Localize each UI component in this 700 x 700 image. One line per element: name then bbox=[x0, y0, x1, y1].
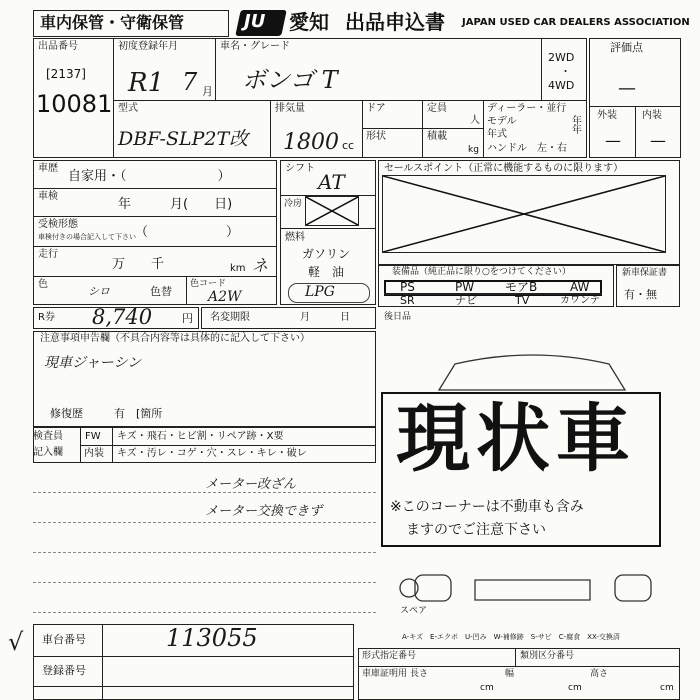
dealer-line1: ディーラー・並行 bbox=[487, 103, 567, 114]
lot-number: 10081 bbox=[36, 90, 113, 118]
plate-label: 登録番号 bbox=[42, 664, 86, 677]
equip-ps: PS bbox=[400, 280, 415, 294]
int-text: キズ・汚レ・コゲ・穴・スレ・キレ・破レ bbox=[117, 448, 307, 459]
inspector-label-1: 検査員 bbox=[33, 431, 63, 442]
exterior-label: 外装 bbox=[597, 110, 617, 121]
color-code: A2W bbox=[208, 289, 242, 305]
history-label: 車歴 bbox=[38, 163, 58, 174]
dealer-model-unit: 年 bbox=[572, 116, 582, 127]
stamp-note-1: ※このコーナーは不動車も含み bbox=[390, 499, 584, 515]
fw-text: キズ・飛石・ヒビ割・リペア跡・X要 bbox=[117, 431, 284, 442]
interior-label: 内装 bbox=[642, 110, 662, 121]
warranty-label: 新車保証書 bbox=[622, 268, 668, 278]
shift-value: AT bbox=[318, 170, 345, 194]
form-value: （ ） bbox=[135, 225, 240, 240]
color-change-label: 色替 bbox=[150, 285, 172, 298]
load-unit: kg bbox=[468, 145, 479, 155]
lot-code: [2137] bbox=[46, 67, 86, 81]
displacement-unit: cc bbox=[342, 139, 355, 152]
door-label: ドア bbox=[366, 103, 386, 114]
int-label: 内装 bbox=[84, 448, 104, 459]
fuel-lpg: LPG bbox=[305, 284, 335, 300]
model-label: 車名・グレード bbox=[220, 41, 290, 52]
displacement-value: 1800 bbox=[283, 130, 339, 155]
dealer-year-unit: 年 bbox=[572, 125, 582, 136]
load-label: 積載 bbox=[427, 131, 447, 142]
handle-label: ハンドル 左・右 bbox=[487, 143, 567, 154]
stamp-note-2: ますのでご注意下さい bbox=[406, 522, 546, 538]
notes-entry: 現車ジャーシン bbox=[44, 355, 142, 371]
form-title: 出品申込書 bbox=[345, 10, 445, 34]
repair-value: 有 [箇所 bbox=[114, 407, 163, 420]
displacement-label: 排気量 bbox=[275, 103, 305, 114]
selling-points-crossed bbox=[382, 175, 666, 253]
interior-value: — bbox=[650, 131, 666, 150]
ac-crossed-box bbox=[305, 196, 359, 226]
inspector-label-2: 記入欄 bbox=[33, 447, 63, 458]
rating-label: 評価点 bbox=[610, 41, 643, 54]
equip-camera: カワンテ bbox=[560, 295, 600, 306]
model-name: ボンゴ T bbox=[242, 66, 338, 94]
cert-width: 幅 bbox=[505, 669, 515, 679]
recycle-fee-label: R券 bbox=[38, 312, 55, 323]
repair-label: 修復歴 bbox=[50, 407, 83, 420]
fuel-diesel: 軽 油 bbox=[308, 265, 345, 279]
dealer-model: モデル bbox=[487, 116, 517, 127]
color-value: シロ bbox=[88, 285, 110, 298]
equip-pw: PW bbox=[455, 280, 475, 294]
equip-navi: ナビ bbox=[455, 294, 477, 307]
form-note: 車検付きの場合記入して下さい bbox=[38, 233, 136, 241]
handwritten-line-2: メーター交換できず bbox=[205, 504, 323, 519]
registration-month: 7 bbox=[182, 68, 198, 96]
inspection-label: 車検 bbox=[38, 191, 58, 202]
cert-unit-1: cm bbox=[480, 683, 494, 693]
registration-label: 初度登録年月 bbox=[118, 41, 178, 52]
registration-era: R1 bbox=[128, 68, 165, 98]
warranty-value: 有・無 bbox=[624, 288, 657, 301]
drive-4wd: 4WD bbox=[548, 79, 575, 92]
equipment-label: 装備品（純正品に限り○をつけてください） bbox=[392, 267, 571, 277]
inspection-value: 年 月( 日) bbox=[118, 197, 233, 212]
mileage-mark: ネ bbox=[252, 256, 269, 275]
dealer-year: 年式 bbox=[487, 129, 507, 140]
shift-label: シフト bbox=[285, 163, 315, 174]
org-name: 愛知 bbox=[289, 10, 329, 34]
cert-length: 長さ bbox=[410, 669, 429, 679]
equip-sr: SR bbox=[400, 294, 415, 307]
cert-unit-3: cm bbox=[660, 683, 674, 693]
mileage-label: 走行 bbox=[38, 249, 58, 260]
drive-2wd: 2WD bbox=[548, 51, 575, 64]
rating-value: — bbox=[618, 78, 636, 99]
association-name: JAPAN USED CAR DEALERS ASSOCIATION bbox=[462, 17, 690, 28]
capacity-label: 定員 bbox=[427, 103, 447, 114]
equip-tv: TV bbox=[515, 294, 530, 307]
mileage-unit: km bbox=[230, 263, 246, 274]
name-change-value: 月 日 bbox=[300, 312, 350, 323]
posterior-label: 後日品 bbox=[384, 312, 412, 322]
recycle-fee-unit: 円 bbox=[182, 312, 193, 325]
notes-box bbox=[33, 331, 376, 427]
mileage-value: 万 千 bbox=[112, 257, 165, 272]
equip-aw: AW bbox=[570, 280, 590, 294]
cert-label-1: 形式指定番号 bbox=[362, 651, 417, 661]
exterior-value: — bbox=[605, 131, 621, 150]
cert-unit-2: cm bbox=[568, 683, 582, 693]
shape-label: 形状 bbox=[366, 131, 386, 142]
month-unit: 月 bbox=[202, 85, 213, 98]
check-mark: √ bbox=[8, 628, 24, 656]
selling-points-label: セールスポイント（正常に機能するものに限ります） bbox=[384, 163, 624, 174]
fuel-label: 燃料 bbox=[285, 232, 305, 243]
logo-text: JU bbox=[244, 11, 266, 32]
name-change-label: 名変期限 bbox=[210, 312, 250, 323]
as-is-title: 現状車 bbox=[396, 396, 636, 482]
fw-label: FW bbox=[85, 431, 101, 442]
damage-legend: A-キズ E-エクボ U-凹み W-補修跡 S-サビ C-腐食 XX-交換済 bbox=[402, 633, 620, 641]
form-label: 受検形態 bbox=[38, 219, 78, 230]
type-value: DBF-SLP2T改 bbox=[118, 128, 249, 150]
cert-height: 高さ bbox=[590, 669, 609, 679]
storage-label: 車内保管・守衛保管 bbox=[40, 13, 185, 32]
spare-label: スペア bbox=[400, 606, 428, 616]
color-label: 色 bbox=[38, 279, 48, 290]
recycle-fee-value: 8,740 bbox=[92, 305, 153, 329]
cert-label-2: 類別区分番号 bbox=[520, 651, 575, 661]
cert-label-3: 車庫証明用 bbox=[362, 669, 408, 679]
handwritten-line-1: メーター改ざん bbox=[205, 477, 297, 492]
chassis-label: 車台番号 bbox=[42, 633, 86, 646]
type-label: 型式 bbox=[118, 103, 138, 114]
lot-label: 出品番号 bbox=[38, 41, 78, 52]
equip-moab: モアB bbox=[505, 280, 538, 294]
fuel-gas: ガソリン bbox=[302, 247, 351, 261]
chassis-number: 113055 bbox=[166, 624, 258, 652]
ac-label: 冷房 bbox=[284, 199, 303, 209]
notes-label: 注意事項申告欄（不具合内容等は具体的に記入して下さい） bbox=[40, 333, 310, 344]
capacity-unit: 人 bbox=[470, 115, 480, 126]
history-value: 自家用・（ ） bbox=[68, 169, 231, 184]
color-code-label: 色コード bbox=[190, 279, 227, 289]
drive-sep: ・ bbox=[560, 65, 571, 78]
